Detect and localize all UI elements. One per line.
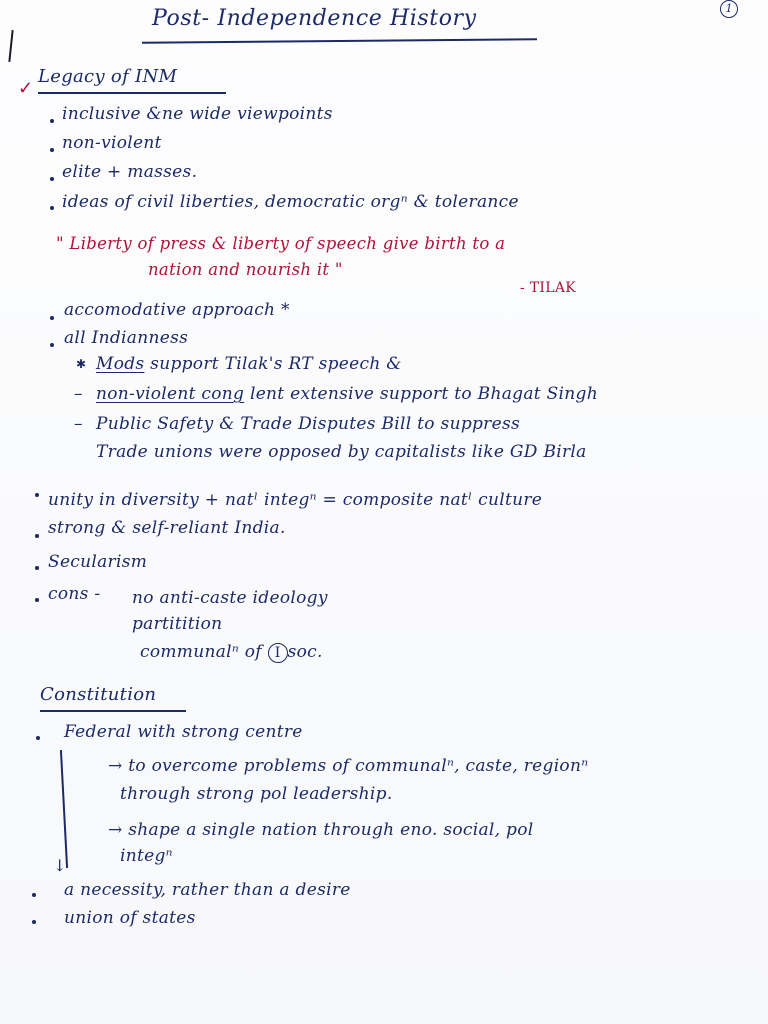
arrow-line xyxy=(60,750,68,868)
federal-point-1-line1: → to overcome problems of communalⁿ, caste, regionⁿ xyxy=(108,756,589,776)
constitution-item-union: union of states xyxy=(64,908,196,928)
bullet xyxy=(32,920,36,924)
tilak-quote-author: - TILAK xyxy=(520,280,577,296)
legacy-item-all-indianness: all Indianness xyxy=(64,328,189,348)
down-arrow-icon: ↓ xyxy=(53,856,67,875)
bullet xyxy=(36,736,40,740)
legacy-item-ideas: ideas of civil liberties, democratic orgⁿ & tolerance xyxy=(62,192,519,212)
sub-item-nonviolent-cong xyxy=(96,384,598,404)
legacy-item-strong-india: strong & self-reliant India. xyxy=(48,518,286,538)
heading-legacy-underline xyxy=(38,92,226,94)
cons-item-partition: partitition xyxy=(132,614,223,634)
heading-constitution-underline xyxy=(40,710,186,712)
nonviolent-cong-text: lent extensive support to Bhagat Singh xyxy=(249,384,598,404)
title-underline xyxy=(142,38,537,43)
bullet xyxy=(35,598,39,602)
bullet xyxy=(50,316,54,320)
federal-point-2-line1: → shape a single nation through eno. social, pol xyxy=(108,820,534,840)
sub-item-public-safety-cont: Trade unions were opposed by capitalists like GD Birla xyxy=(96,442,587,462)
federal-point-1-line2: through strong pol leadership. xyxy=(120,784,393,804)
page-number: 1 xyxy=(720,0,738,18)
tilak-quote-line1: " Liberty of press & liberty of speech give birth to a xyxy=(56,234,506,253)
legacy-item-nonviolent: non-violent xyxy=(62,133,162,153)
bullet xyxy=(50,343,54,347)
mods-text: support Tilak's RT speech & xyxy=(150,354,402,374)
legacy-item-inclusive: inclusive &ne wide viewpoints xyxy=(62,104,333,124)
bullet xyxy=(35,566,39,570)
nonviolent-cong-label: non-violent cong xyxy=(96,384,245,404)
margin-mark xyxy=(8,30,13,62)
bullet xyxy=(35,534,39,538)
mods-label: Mods xyxy=(96,354,145,374)
heading-constitution: Constitution xyxy=(40,684,157,705)
circled-i: I xyxy=(268,643,288,663)
bullet xyxy=(50,177,54,181)
legacy-item-accommodative: accomodative approach * xyxy=(64,300,290,320)
page-title: Post- Independence History xyxy=(152,6,477,31)
constitution-item-necessity: a necessity, rather than a desire xyxy=(64,880,351,900)
communalisation-text: communalⁿ of xyxy=(140,642,262,662)
tilak-quote-line2: nation and nourish it " xyxy=(148,260,343,279)
asterisk-bullet-icon: ✱ xyxy=(76,357,87,371)
legacy-item-unity: unity in diversity + natˡ integⁿ = composite natˡ culture xyxy=(48,490,543,510)
bullet xyxy=(50,119,54,123)
legacy-item-elite: elite + masses. xyxy=(62,162,198,182)
sub-item-public-safety: Public Safety & Trade Disputes Bill to suppress xyxy=(96,414,521,434)
bullet xyxy=(32,893,36,897)
bullet xyxy=(50,206,54,210)
federal-point-2-line2: integⁿ xyxy=(120,846,173,866)
legacy-item-secularism: Secularism xyxy=(48,552,148,572)
dash-bullet: – xyxy=(74,384,83,404)
constitution-item-federal: Federal with strong centre xyxy=(64,722,303,742)
cons-item-communalisation xyxy=(140,642,323,663)
society-text: soc. xyxy=(287,642,323,662)
bullet xyxy=(50,148,54,152)
cons-label: cons - xyxy=(48,584,101,604)
dash-bullet: – xyxy=(74,414,83,434)
heading-legacy: Legacy of INM xyxy=(38,66,178,87)
check-mark-icon: ✓ xyxy=(18,78,34,99)
sub-item-mods xyxy=(96,354,402,374)
cons-item-no-anti-caste: no anti-caste ideology xyxy=(132,588,328,608)
bullet xyxy=(35,493,39,497)
